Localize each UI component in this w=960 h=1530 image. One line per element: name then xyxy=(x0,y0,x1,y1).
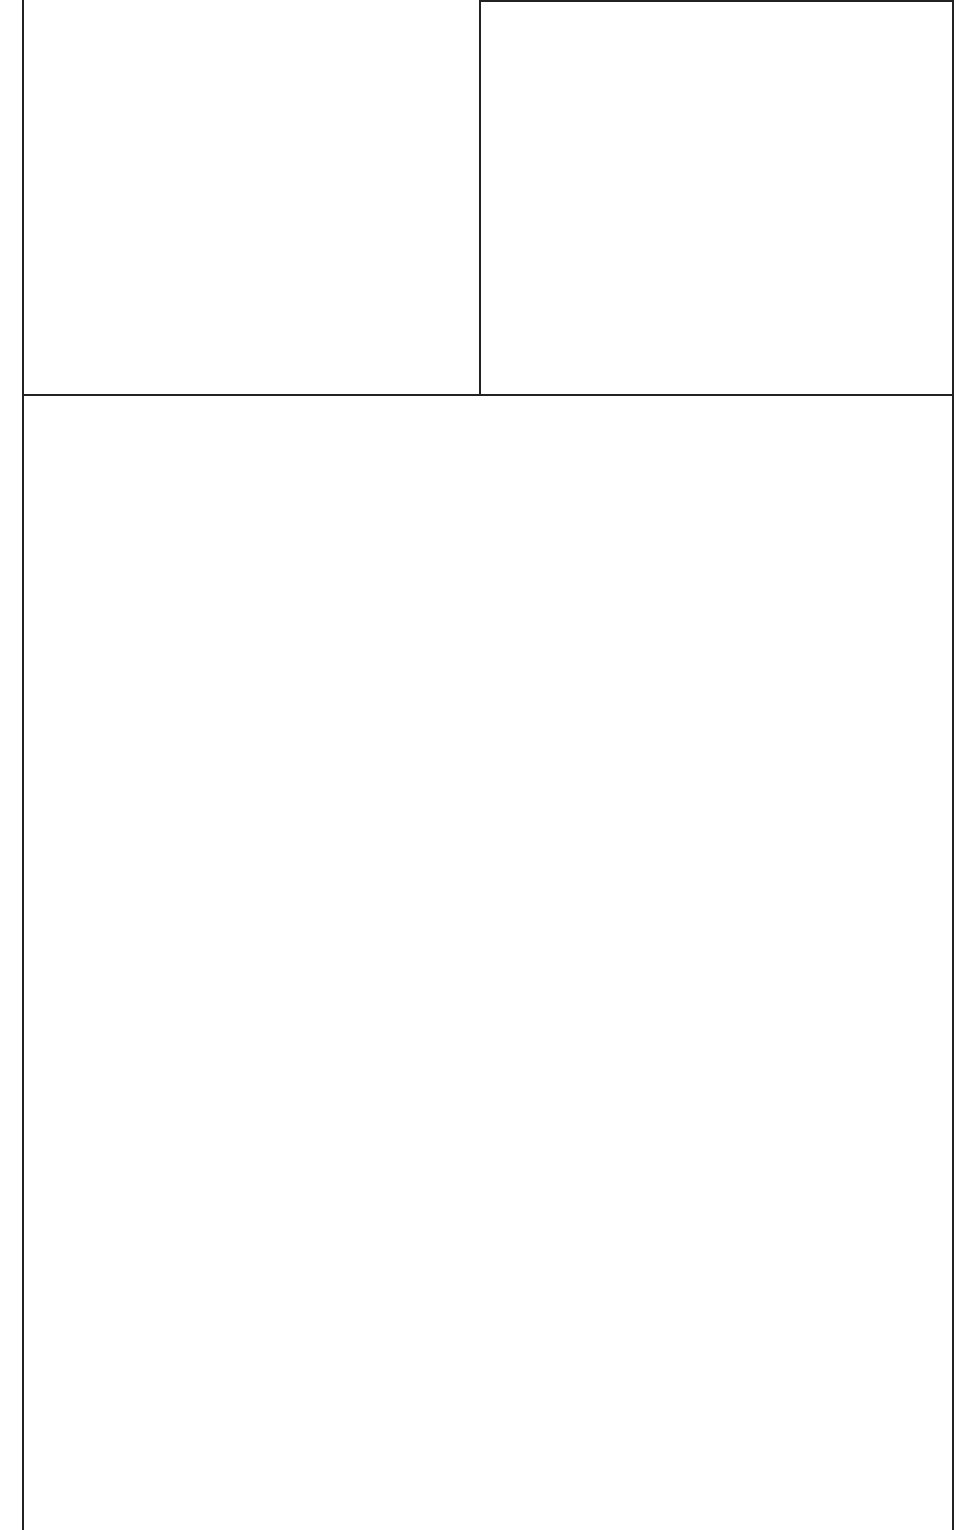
content-table xyxy=(22,0,954,1530)
table-row xyxy=(24,0,952,396)
table-cell-left xyxy=(24,0,481,394)
table-cell-right-empty xyxy=(481,0,952,394)
